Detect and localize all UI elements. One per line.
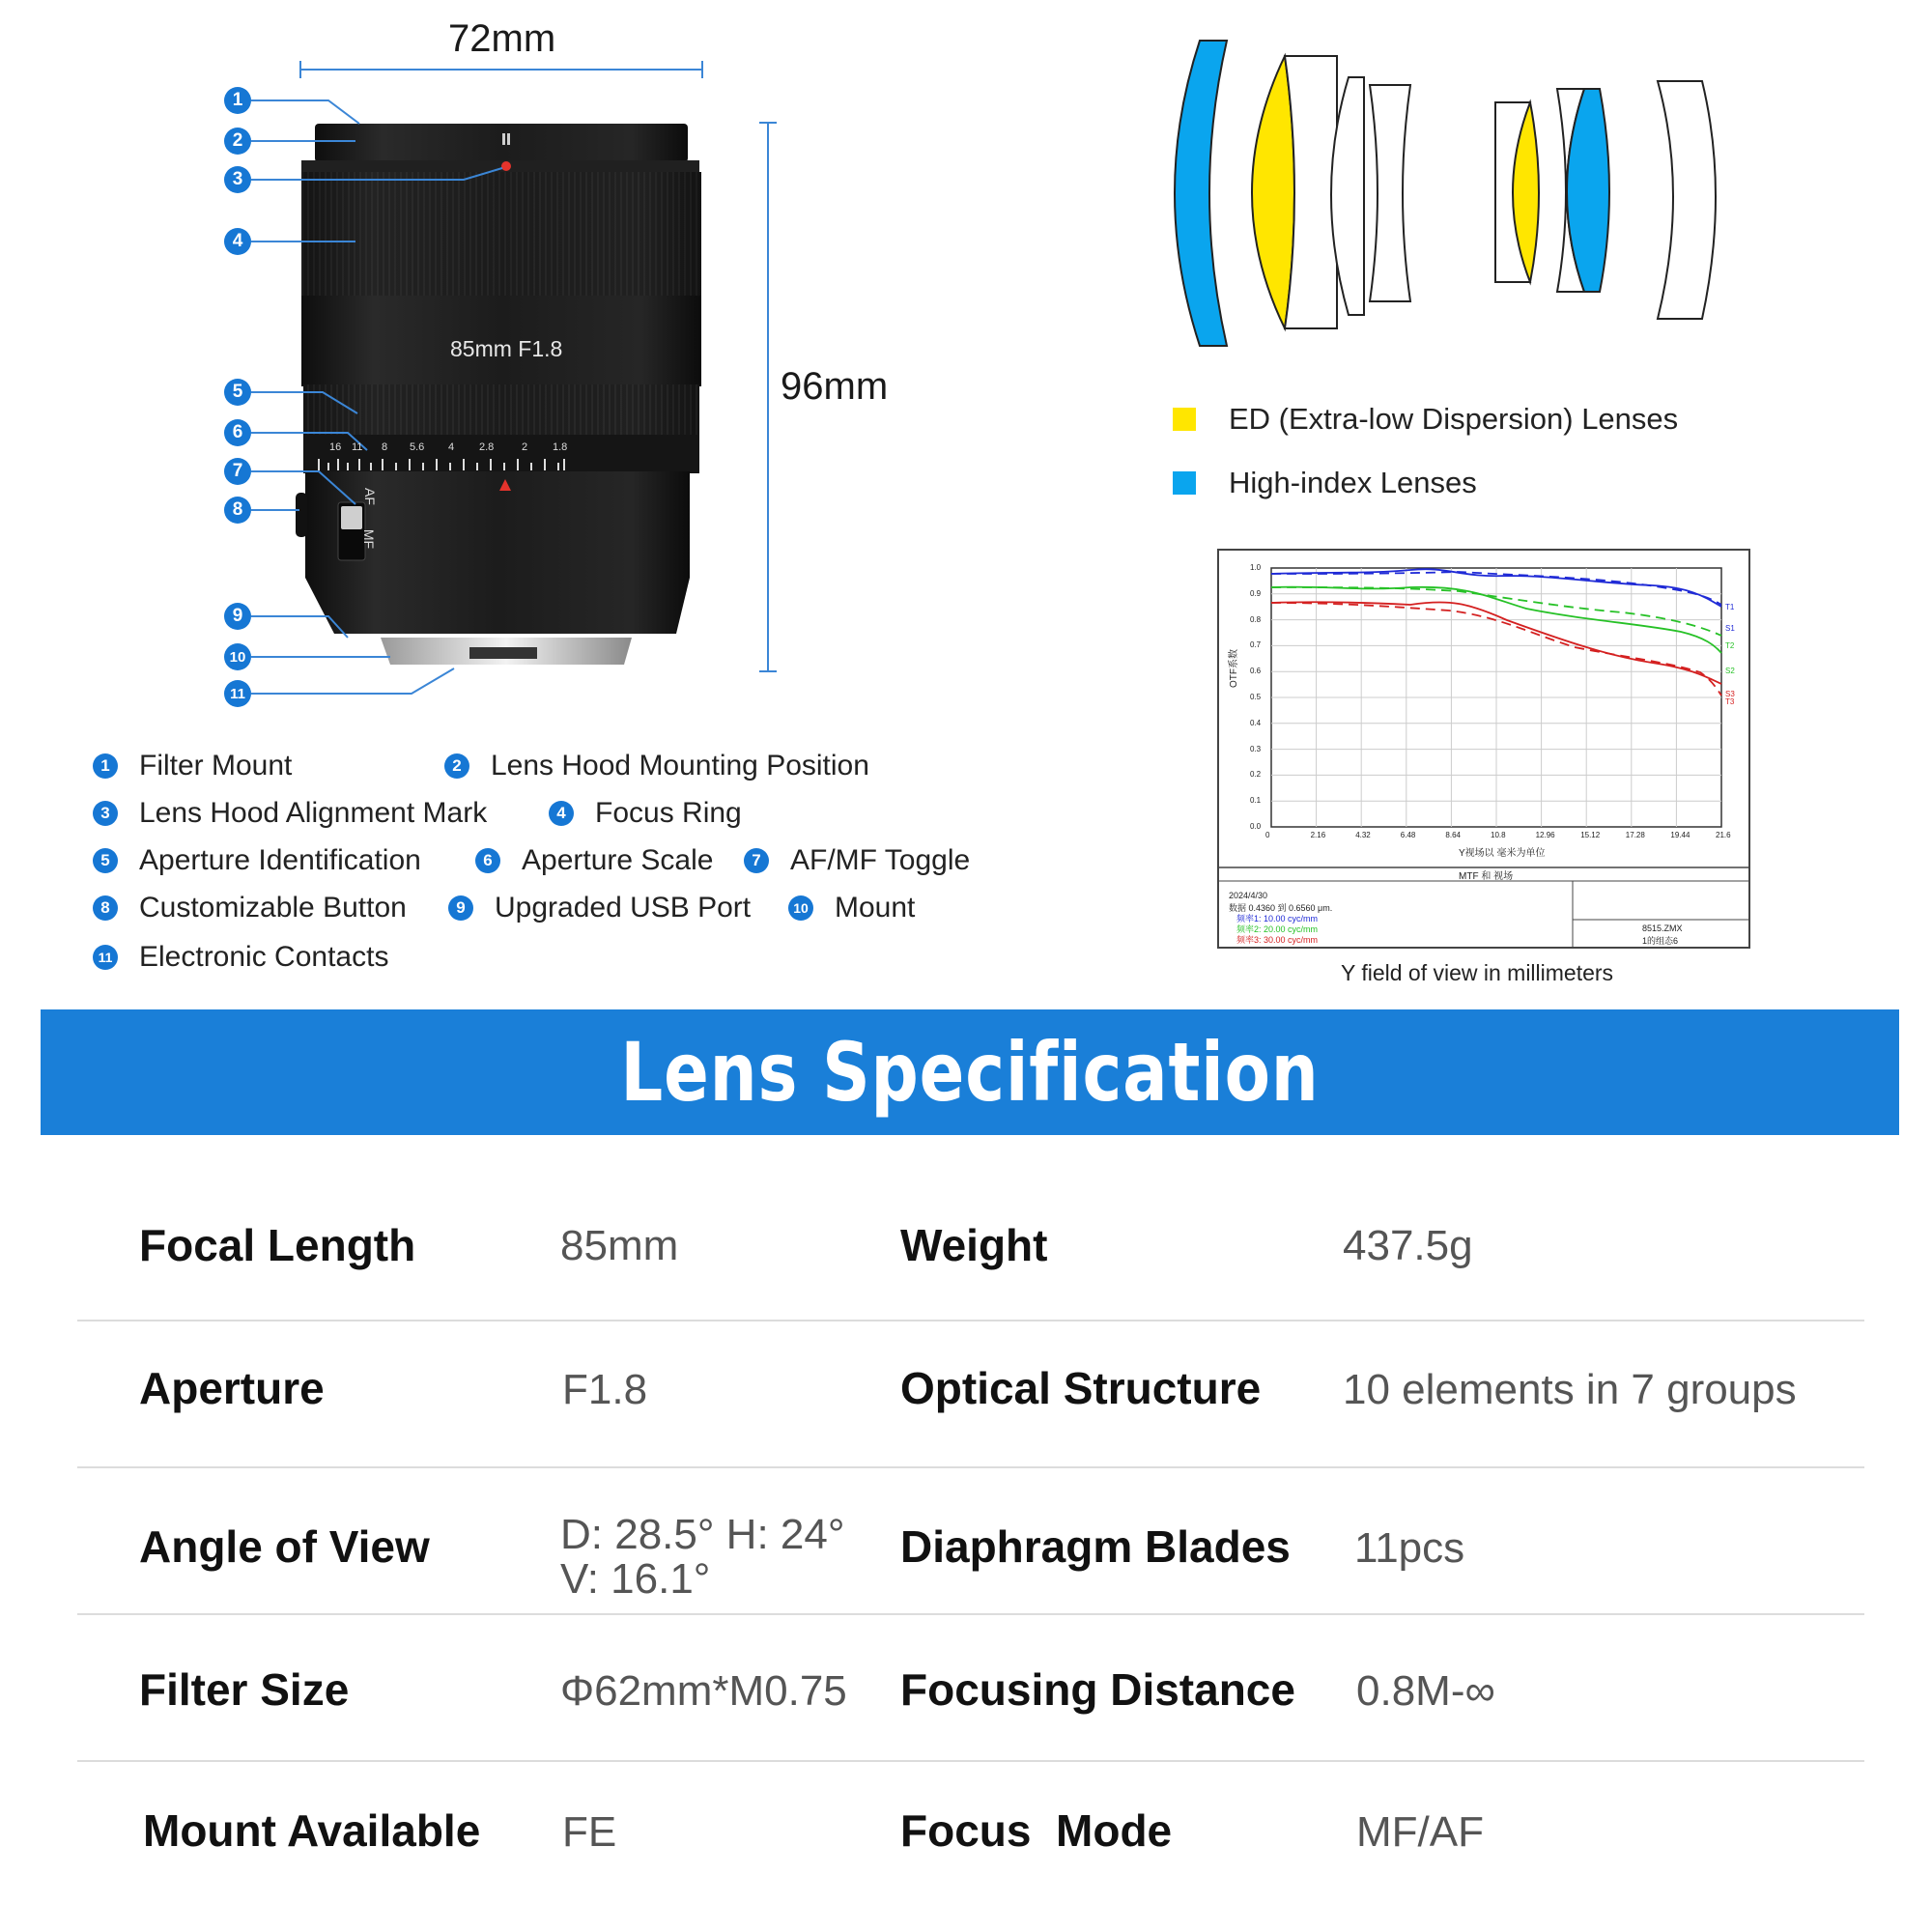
- spec-value-focal-length: 85mm: [560, 1222, 679, 1269]
- spec-label-weight: Weight: [900, 1220, 1048, 1270]
- callout-7: 7: [224, 458, 251, 485]
- mtf-note-f2: 频率2: 20.00 cyc/mm: [1236, 924, 1319, 934]
- spec-value-optical-structure: 10 elements in 7 groups: [1343, 1366, 1797, 1413]
- legend-label: Filter Mount: [139, 750, 293, 781]
- legend-label: Lens Hood Alignment Mark: [139, 797, 488, 829]
- callout-2: 2: [224, 128, 251, 155]
- lens-body-illustration: [0, 0, 966, 734]
- high-index-swatch: [1173, 471, 1196, 495]
- mtf-x-tick-label: 15.12: [1580, 831, 1601, 839]
- legend-item-focus-ring: [549, 797, 742, 830]
- legend-num-5: 5: [93, 848, 118, 873]
- mtf-y-tick-label: 0.7: [1250, 640, 1262, 650]
- spec-value-filter-size: Φ62mm*M0.75: [560, 1667, 847, 1715]
- legend-num-9: 9: [448, 895, 473, 921]
- lens-element-10: [1658, 81, 1716, 319]
- aperture-scale-4: 4: [448, 441, 455, 453]
- mtf-y-tick-label: 0.5: [1250, 693, 1262, 701]
- callout-10: 10: [224, 643, 251, 670]
- spec-value-focusing-distance: 0.8M-∞: [1356, 1667, 1495, 1715]
- mtf-x-tick-label: 19.44: [1670, 831, 1690, 839]
- mtf-y-tick-label: 0.1: [1250, 796, 1262, 806]
- high-index-lens-legend: [1173, 466, 1477, 500]
- aperture-scale-2: 2: [522, 441, 528, 453]
- mtf-y-tick-label: 0.3: [1250, 744, 1262, 753]
- aperture-scale-16: 16: [329, 441, 342, 453]
- mtf-note-date: 2024/4/30: [1229, 891, 1268, 900]
- width-dimension-label: 72mm: [448, 17, 556, 60]
- legend-label: Customizable Button: [139, 892, 407, 923]
- lens-element-2-ed: [1252, 56, 1294, 328]
- legend-label: Electronic Contacts: [139, 941, 389, 973]
- spec-value-focus-mode: MF/AF: [1356, 1808, 1484, 1856]
- mtf-y-tick-label: 1.0: [1250, 563, 1262, 572]
- callout-1: 1: [224, 87, 251, 114]
- legend-item-aperture-identification: [93, 844, 421, 877]
- spec-label-filter-size: Filter Size: [139, 1664, 350, 1715]
- aperture-scale-5-6: 5.6: [410, 441, 425, 453]
- mtf-x-tick-label: 6.48: [1400, 831, 1416, 839]
- ed-swatch: [1173, 408, 1196, 431]
- mtf-note-file1: 8515.ZMX: [1642, 923, 1683, 933]
- mtf-x-tick-label: 17.28: [1625, 831, 1645, 839]
- af-label: AF: [361, 488, 378, 505]
- legend-label: Aperture Scale: [522, 844, 714, 876]
- spec-divider: [77, 1466, 1864, 1468]
- spec-label-optical-structure: Optical Structure: [900, 1363, 1262, 1413]
- callout-5: 5: [224, 379, 251, 406]
- mtf-chart: [1217, 549, 1750, 949]
- aperture-scale-2-8: 2.8: [479, 441, 495, 453]
- mtf-series-label: T3: [1725, 697, 1735, 706]
- legend-label: Lens Hood Mounting Position: [491, 750, 869, 781]
- lens-element-1-high-index: [1175, 41, 1227, 346]
- callout-11: 11: [224, 680, 251, 707]
- callout-3: 3: [224, 166, 251, 193]
- mtf-series-label: S2: [1725, 667, 1735, 675]
- legend-label: Focus Ring: [595, 797, 742, 829]
- spec-value-aperture: F1.8: [562, 1366, 648, 1413]
- callout-9: 9: [224, 603, 251, 630]
- spec-label-focus-mode: Focus Mode: [900, 1805, 1173, 1856]
- mtf-x-tick-label: 21.6: [1716, 831, 1731, 839]
- mtf-x-axis-label: Y视场以 毫米为单位: [1459, 848, 1546, 859]
- spec-label-angle-of-view: Angle of View: [139, 1521, 430, 1572]
- legend-item-customizable-button: [93, 892, 407, 924]
- spec-divider: [77, 1320, 1864, 1321]
- spec-label-focusing-distance: Focusing Distance: [900, 1664, 1295, 1715]
- mtf-x-tick-label: 2.16: [1310, 831, 1326, 839]
- legend-label: Mount: [835, 892, 916, 923]
- spec-label-mount-available: Mount Available: [143, 1805, 481, 1856]
- spec-value-weight: 437.5g: [1343, 1222, 1473, 1269]
- legend-label: AF/MF Toggle: [790, 844, 971, 876]
- mtf-note-file2: 1的组态6: [1642, 936, 1679, 946]
- legend-item-mount: [788, 892, 915, 924]
- mtf-note-f3: 频率3: 30.00 cyc/mm: [1236, 935, 1319, 945]
- legend-item-lens-hood-alignment-mark: [93, 797, 487, 830]
- mtf-x-tick-label: 12.96: [1535, 831, 1555, 839]
- ed-lens-legend: [1173, 402, 1678, 437]
- legend-num-1: 1: [93, 753, 118, 779]
- ed-legend-label: ED (Extra-low Dispersion) Lenses: [1229, 402, 1679, 436]
- mtf-y-tick-label: 0.0: [1250, 822, 1262, 831]
- optical-structure-diagram: [1159, 29, 1777, 357]
- mtf-series-label: T2: [1725, 641, 1735, 650]
- aperture-scale-8: 8: [382, 441, 388, 453]
- legend-item-filter-mount: [93, 750, 292, 782]
- legend-item-lens-hood-mounting-position: [444, 750, 869, 782]
- mtf-series-label: T1: [1725, 603, 1735, 611]
- legend-num-8: 8: [93, 895, 118, 921]
- mtf-x-tick-label: 4.32: [1355, 831, 1371, 839]
- legend-item-af-mf-toggle: [744, 844, 970, 877]
- spec-value-mount-available: FE: [562, 1808, 617, 1856]
- mtf-y-tick-label: 0.2: [1250, 770, 1262, 780]
- mtf-x-tick-label: 10.8: [1491, 831, 1506, 839]
- callout-4: 4: [224, 228, 251, 255]
- spec-label-diaphragm-blades: Diaphragm Blades: [900, 1521, 1291, 1572]
- mtf-y-tick-label: 0.6: [1250, 667, 1262, 676]
- mtf-footer-title: MTF 和 视场: [1459, 871, 1514, 882]
- legend-label: Aperture Identification: [139, 844, 421, 876]
- callout-8: 8: [224, 497, 251, 524]
- spec-divider: [77, 1760, 1864, 1762]
- lens-element-5: [1370, 85, 1410, 301]
- spec-value-angle-of-view-line1: D: 28.5° H: 24°: [560, 1511, 845, 1558]
- height-dimension-label: 96mm: [781, 365, 889, 408]
- spec-label-aperture: Aperture: [139, 1363, 325, 1413]
- legend-num-3: 3: [93, 801, 118, 826]
- spec-banner: [41, 1009, 1899, 1135]
- mtf-x-tick-label: 8.64: [1445, 831, 1461, 839]
- mtf-x-tick-label: 0: [1265, 831, 1270, 839]
- spec-value-angle-of-view-line2: V: 16.1°: [560, 1555, 711, 1603]
- legend-item-upgraded-usb-port: [448, 892, 751, 924]
- mtf-y-tick-label: 0.9: [1250, 588, 1262, 598]
- mtf-y-tick-label: 0.4: [1250, 718, 1262, 727]
- legend-item-electronic-contacts: [93, 941, 388, 974]
- spec-title: Lens Specification: [620, 1025, 1320, 1120]
- legend-item-aperture-scale: [475, 844, 713, 877]
- mtf-note-f1: 频率1: 10.00 cyc/mm: [1236, 914, 1319, 923]
- legend-label: Upgraded USB Port: [495, 892, 752, 923]
- mtf-note-range: 数据 0.4360 到 0.6560 μm.: [1229, 903, 1333, 913]
- mtf-y-tick-label: 0.8: [1250, 614, 1262, 624]
- mtf-y-axis-label: OTF系数: [1229, 649, 1239, 688]
- high-index-legend-label: High-index Lenses: [1229, 466, 1477, 499]
- aperture-scale-11: 11: [352, 441, 363, 453]
- mtf-series-label: S1: [1725, 624, 1735, 633]
- spec-divider: [77, 1613, 1864, 1615]
- lens-diagram: [0, 0, 966, 734]
- callout-6: 6: [224, 419, 251, 446]
- aperture-scale-1-8: 1.8: [553, 441, 568, 453]
- legend-num-10: 10: [788, 895, 813, 921]
- legend-num-4: 4: [549, 801, 574, 826]
- legend-num-6: 6: [475, 848, 500, 873]
- spec-label-focal-length: Focal Length: [139, 1220, 416, 1270]
- legend-num-11: 11: [93, 945, 118, 970]
- legend-num-2: 2: [444, 753, 469, 779]
- legend-num-7: 7: [744, 848, 769, 873]
- spec-value-diaphragm-blades: 11pcs: [1354, 1524, 1465, 1572]
- lens-name-text: 85mm F1.8: [450, 336, 563, 361]
- mtf-caption: Y field of view in millimeters: [1341, 960, 1614, 985]
- mf-label: MF: [361, 528, 378, 550]
- mtf-series-label: S3: [1725, 690, 1735, 698]
